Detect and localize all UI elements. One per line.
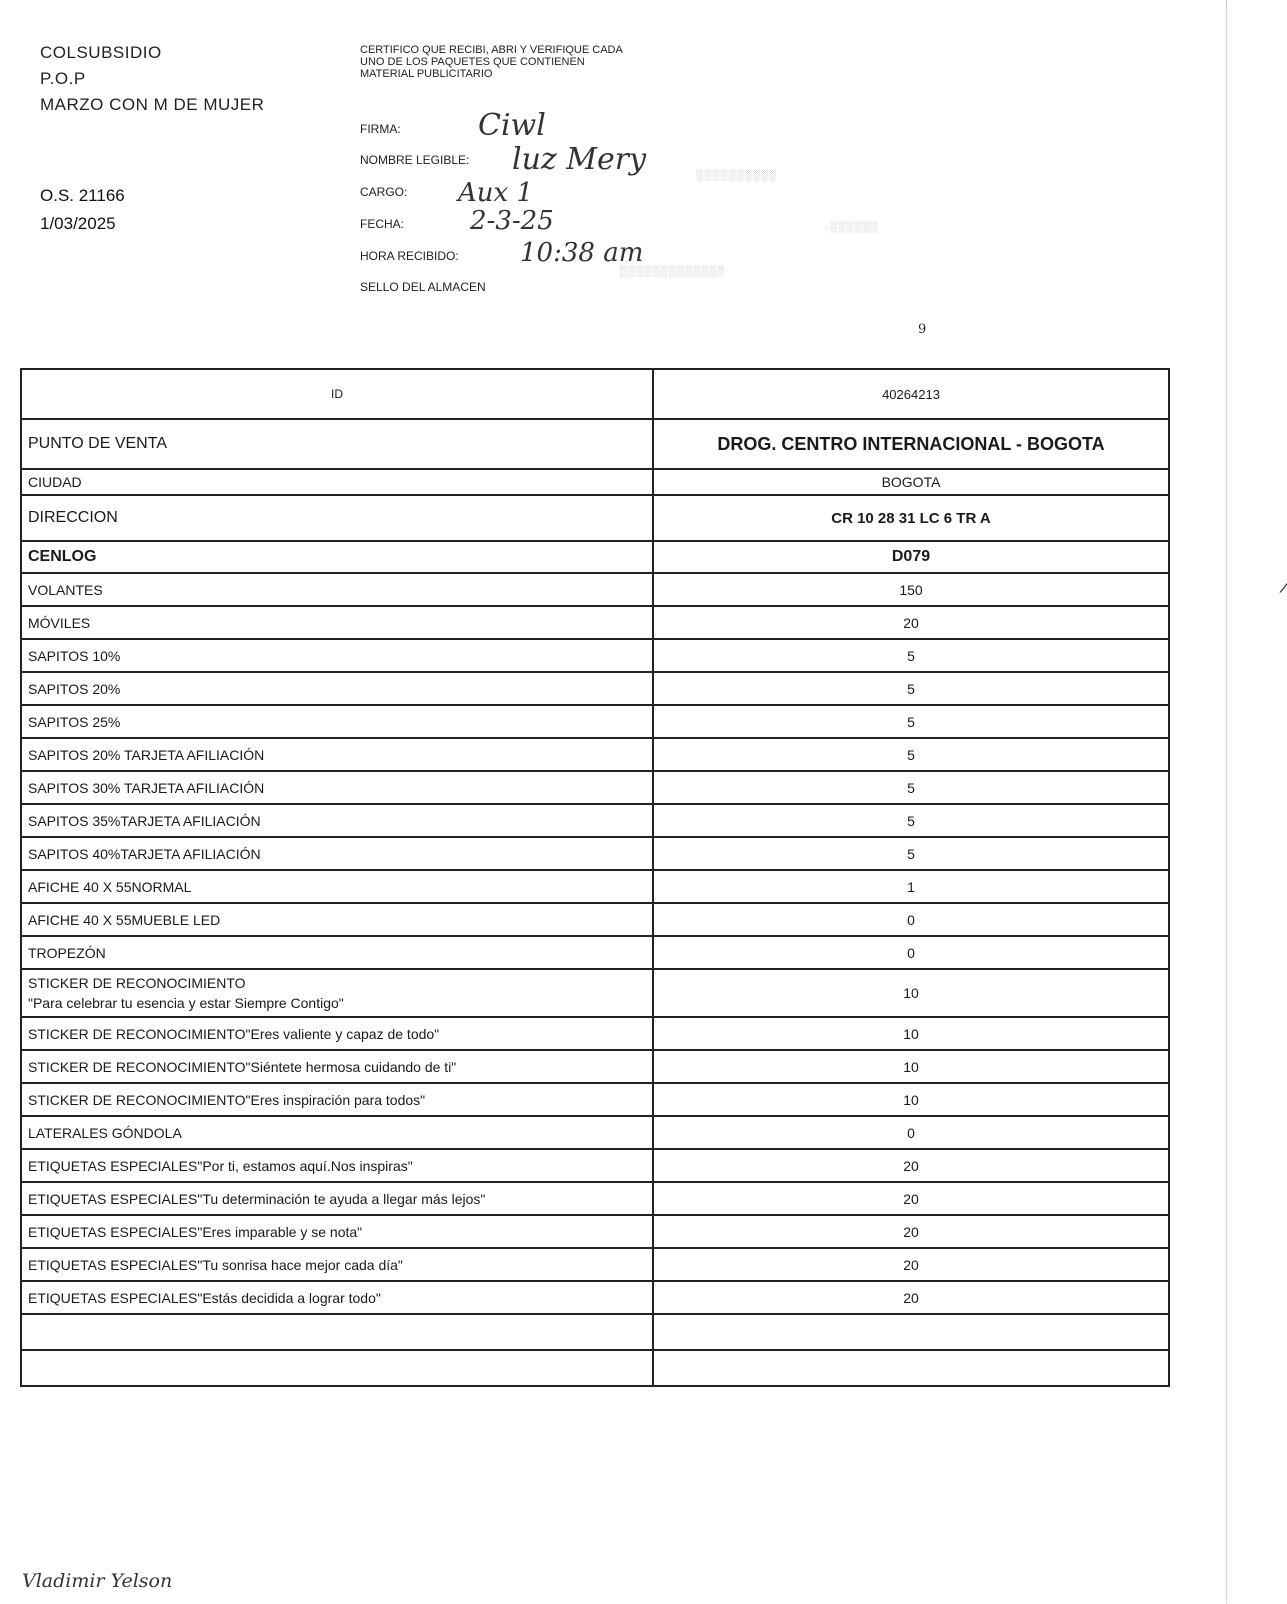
cargo-label: CARGO: <box>360 185 408 199</box>
table-row-punto <box>21 419 1169 469</box>
campaign-name: MARZO CON M DE MUJER <box>40 95 265 114</box>
ciudad-value: BOGOTA <box>653 469 1169 495</box>
item-label: SAPITOS 20% <box>21 672 653 705</box>
item-qty: 20 <box>903 614 919 631</box>
cargo-handwritten: Aux 1 <box>458 178 533 208</box>
table-row <box>21 1116 1169 1149</box>
item-qty: 5 <box>907 713 915 730</box>
table-row-direccion <box>21 495 1169 541</box>
table-row <box>21 804 1169 837</box>
item-qty: 5 <box>907 812 915 829</box>
item-label: ETIQUETAS ESPECIALES"Por ti, estamos aquí.Nos inspiras" <box>21 1149 653 1182</box>
item-qty: 10 <box>903 985 919 1001</box>
faint-stamp-mark: ░░░░░░░░░░ <box>696 170 777 181</box>
item-qty: 5 <box>907 779 915 796</box>
item-qty: 5 <box>907 680 915 697</box>
hora-label: HORA RECIBIDO: <box>360 249 459 263</box>
id-value: 40264213 <box>653 369 1169 419</box>
table-row <box>21 573 1169 606</box>
sticker-subtitle: "Para celebrar tu esencia y estar Siempre Contigo" <box>28 995 344 1011</box>
nombre-label: NOMBRE LEGIBLE: <box>360 153 470 167</box>
company-name: COLSUBSIDIO <box>40 43 162 62</box>
table-row-ciudad <box>21 469 1169 495</box>
item-label: SAPITOS 20% TARJETA AFILIACIÓN <box>21 738 653 771</box>
sticker-title: STICKER DE RECONOCIMIENTO <box>28 975 246 991</box>
item-qty: 20 <box>903 1256 919 1273</box>
table-row <box>21 1281 1169 1314</box>
item-qty: 5 <box>907 647 915 664</box>
table-row <box>21 903 1169 936</box>
item-qty: 10 <box>903 1058 919 1075</box>
order-date: 1/03/2025 <box>40 214 116 233</box>
header-block <box>40 40 264 118</box>
faint-stamp-mark-2: ░░░░░░ <box>830 222 879 233</box>
fecha-label: FECHA: <box>360 217 405 231</box>
page-number: 9 <box>918 322 927 337</box>
table-row-id <box>21 369 1169 419</box>
item-qty: 5 <box>907 746 915 763</box>
certification-text: CERTIFICO QUE RECIBI, ABRI Y VERIFIQUE CADA UNO DE LOS PAQUETES QUE CONTIENEN MATERIAL PUBLICITARIO <box>360 44 623 80</box>
firma-handwritten: Ciwl <box>478 108 546 143</box>
table-row <box>21 1215 1169 1248</box>
table-row <box>21 1248 1169 1281</box>
sello-label: SELLO DEL ALMACEN <box>360 280 486 294</box>
id-label: ID <box>21 369 653 419</box>
item-qty: 20 <box>903 1223 919 1240</box>
edge-line <box>1226 0 1229 1604</box>
table-row <box>21 1050 1169 1083</box>
nombre-handwritten: luz Mery <box>512 142 647 177</box>
item-label: TROPEZÓN <box>21 936 653 969</box>
table-row-cenlog <box>21 541 1169 573</box>
check-mark-icon: ⁄ <box>1284 576 1287 597</box>
punto-label: PUNTO DE VENTA <box>21 419 653 469</box>
table-row <box>21 771 1169 804</box>
hora-handwritten: 10:38 am <box>520 238 644 268</box>
item-label: ETIQUETAS ESPECIALES"Tu determinación te ayuda a llegar más lejos" <box>21 1182 653 1215</box>
item-label: AFICHE 40 X 55MUEBLE LED <box>21 903 653 936</box>
item-label: ETIQUETAS ESPECIALES"Estás decidida a lograr todo" <box>21 1281 653 1314</box>
table-row <box>21 969 1169 1017</box>
table-row <box>21 870 1169 903</box>
item-label: AFICHE 40 X 55NORMAL <box>21 870 653 903</box>
item-label: STICKER DE RECONOCIMIENTO"Eres inspiración para todos" <box>21 1083 653 1116</box>
item-label: SAPITOS 40%TARJETA AFILIACIÓN <box>21 837 653 870</box>
item-qty: 0 <box>907 911 915 928</box>
table-row <box>21 738 1169 771</box>
table-row <box>21 1149 1169 1182</box>
table-row <box>21 606 1169 639</box>
item-label: STICKER DE RECONOCIMIENTO"Siéntete hermosa cuidando de ti" <box>21 1050 653 1083</box>
item-qty: 20 <box>903 1190 919 1207</box>
order-number: O.S. 21166 <box>40 186 125 205</box>
material-type: P.O.P <box>40 69 86 88</box>
footer-signature: Vladimir Yelson <box>22 1570 173 1592</box>
item-label: SAPITOS 10% <box>21 639 653 672</box>
direccion-label: DIRECCION <box>21 495 653 541</box>
item-label: ETIQUETAS ESPECIALES"Eres imparable y se nota" <box>21 1215 653 1248</box>
firma-label: FIRMA: <box>360 122 401 136</box>
table-row-empty <box>21 1350 1169 1386</box>
table-row <box>21 837 1169 870</box>
table-row <box>21 1182 1169 1215</box>
delivery-table <box>20 368 1287 1387</box>
item-label: STICKER DE RECONOCIMIENTO"Eres valiente y capaz de todo" <box>21 1017 653 1050</box>
item-qty: 150 <box>899 581 923 598</box>
table-row <box>21 936 1169 969</box>
item-label: LATERALES GÓNDOLA <box>21 1116 653 1149</box>
table-row <box>21 1083 1169 1116</box>
punto-value: DROG. CENTRO INTERNACIONAL - BOGOTA <box>653 419 1169 469</box>
table-row <box>21 639 1169 672</box>
table-row <box>21 705 1169 738</box>
item-label: SAPITOS 30% TARJETA AFILIACIÓN <box>21 771 653 804</box>
faint-stamp-mark-3: ░░░░░░░░░░░░░ <box>620 266 726 277</box>
item-label: SAPITOS 35%TARJETA AFILIACIÓN <box>21 804 653 837</box>
item-label: SAPITOS 25% <box>21 705 653 738</box>
item-qty: 20 <box>903 1289 919 1306</box>
cenlog-value: D079 <box>653 541 1169 573</box>
order-block <box>40 182 125 238</box>
item-qty: 10 <box>903 1091 919 1108</box>
item-qty: 1 <box>907 878 915 895</box>
item-label: MÓVILES <box>21 606 653 639</box>
ciudad-label: CIUDAD <box>21 469 653 495</box>
item-qty: 10 <box>903 1025 919 1042</box>
item-qty: 0 <box>907 944 915 961</box>
fecha-handwritten: 2-3-25 <box>470 206 554 236</box>
item-qty: 20 <box>903 1157 919 1174</box>
item-qty: 0 <box>907 1124 915 1141</box>
direccion-value: CR 10 28 31 LC 6 TR A <box>653 495 1169 541</box>
table-row-empty <box>21 1314 1169 1350</box>
item-label: VOLANTES <box>21 573 653 606</box>
item-qty: 5 <box>907 845 915 862</box>
delivery-table-wrap <box>20 368 1287 1387</box>
table-row <box>21 1017 1169 1050</box>
table-row <box>21 672 1169 705</box>
cenlog-label: CENLOG <box>21 541 653 573</box>
item-label: ETIQUETAS ESPECIALES"Tu sonrisa hace mejor cada día" <box>21 1248 653 1281</box>
